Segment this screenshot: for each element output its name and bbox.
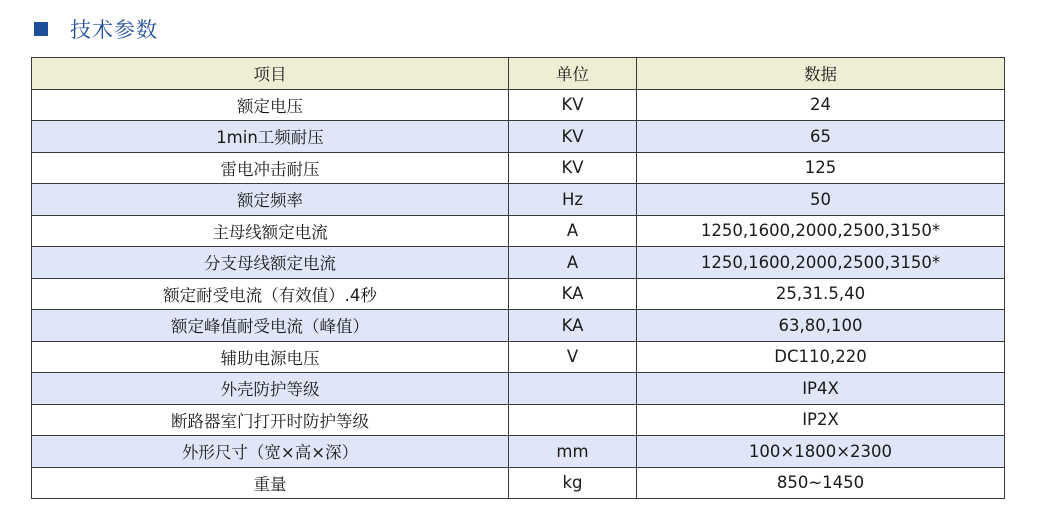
spec-table	[31, 57, 1005, 499]
header-item: 项目	[32, 58, 509, 90]
cell-unit	[509, 373, 637, 405]
cell-item: 雷电冲击耐压	[32, 152, 509, 184]
cell-unit: KV	[509, 152, 637, 184]
cell-item: 额定频率	[32, 184, 509, 216]
table-row	[32, 278, 1005, 310]
cell-unit: Hz	[509, 184, 637, 216]
table-row	[32, 215, 1005, 247]
cell-unit: A	[509, 247, 637, 279]
section-heading	[34, 14, 158, 44]
cell-unit	[509, 404, 637, 436]
table-row	[32, 373, 1005, 405]
cell-unit: V	[509, 341, 637, 373]
cell-value: 63,80,100	[637, 310, 1005, 342]
cell-value: IP4X	[637, 373, 1005, 405]
cell-unit: KA	[509, 310, 637, 342]
cell-item: 额定电压	[32, 89, 509, 121]
cell-value: 65	[637, 121, 1005, 153]
cell-value: IP2X	[637, 404, 1005, 436]
cell-item: 断路器室门打开时防护等级	[32, 404, 509, 436]
cell-item: 额定峰值耐受电流（峰值）	[32, 310, 509, 342]
cell-value: 24	[637, 89, 1005, 121]
cell-unit: KA	[509, 278, 637, 310]
cell-item: 外形尺寸（宽×高×深）	[32, 436, 509, 468]
table-row	[32, 152, 1005, 184]
table-row	[32, 184, 1005, 216]
table-row	[32, 436, 1005, 468]
section-title: 技术参数	[70, 18, 158, 42]
table-row	[32, 310, 1005, 342]
cell-value: DC110,220	[637, 341, 1005, 373]
cell-item: 辅助电源电压	[32, 341, 509, 373]
cell-value: 125	[637, 152, 1005, 184]
table-row	[32, 247, 1005, 279]
cell-value: 1250,1600,2000,2500,3150*	[637, 247, 1005, 279]
cell-unit: A	[509, 215, 637, 247]
table-row	[32, 341, 1005, 373]
cell-item: 主母线额定电流	[32, 215, 509, 247]
cell-unit: KV	[509, 89, 637, 121]
cell-item: 额定耐受电流（有效值）.4秒	[32, 278, 509, 310]
header-unit: 单位	[509, 58, 637, 90]
cell-item: 外壳防护等级	[32, 373, 509, 405]
cell-value: 25,31.5,40	[637, 278, 1005, 310]
cell-item: 分支母线额定电流	[32, 247, 509, 279]
cell-item: 重量	[32, 467, 509, 499]
cell-value: 850~1450	[637, 467, 1005, 499]
cell-value: 50	[637, 184, 1005, 216]
header-value: 数据	[637, 58, 1005, 90]
square-bullet-icon	[34, 22, 48, 36]
cell-item: 1min工频耐压	[32, 121, 509, 153]
cell-unit: KV	[509, 121, 637, 153]
table-row	[32, 89, 1005, 121]
table-row	[32, 404, 1005, 436]
cell-value: 1250,1600,2000,2500,3150*	[637, 215, 1005, 247]
cell-unit: mm	[509, 436, 637, 468]
table-row	[32, 121, 1005, 153]
table-row	[32, 467, 1005, 499]
table-header-row	[32, 58, 1005, 90]
cell-value: 100×1800×2300	[637, 436, 1005, 468]
cell-unit: kg	[509, 467, 637, 499]
